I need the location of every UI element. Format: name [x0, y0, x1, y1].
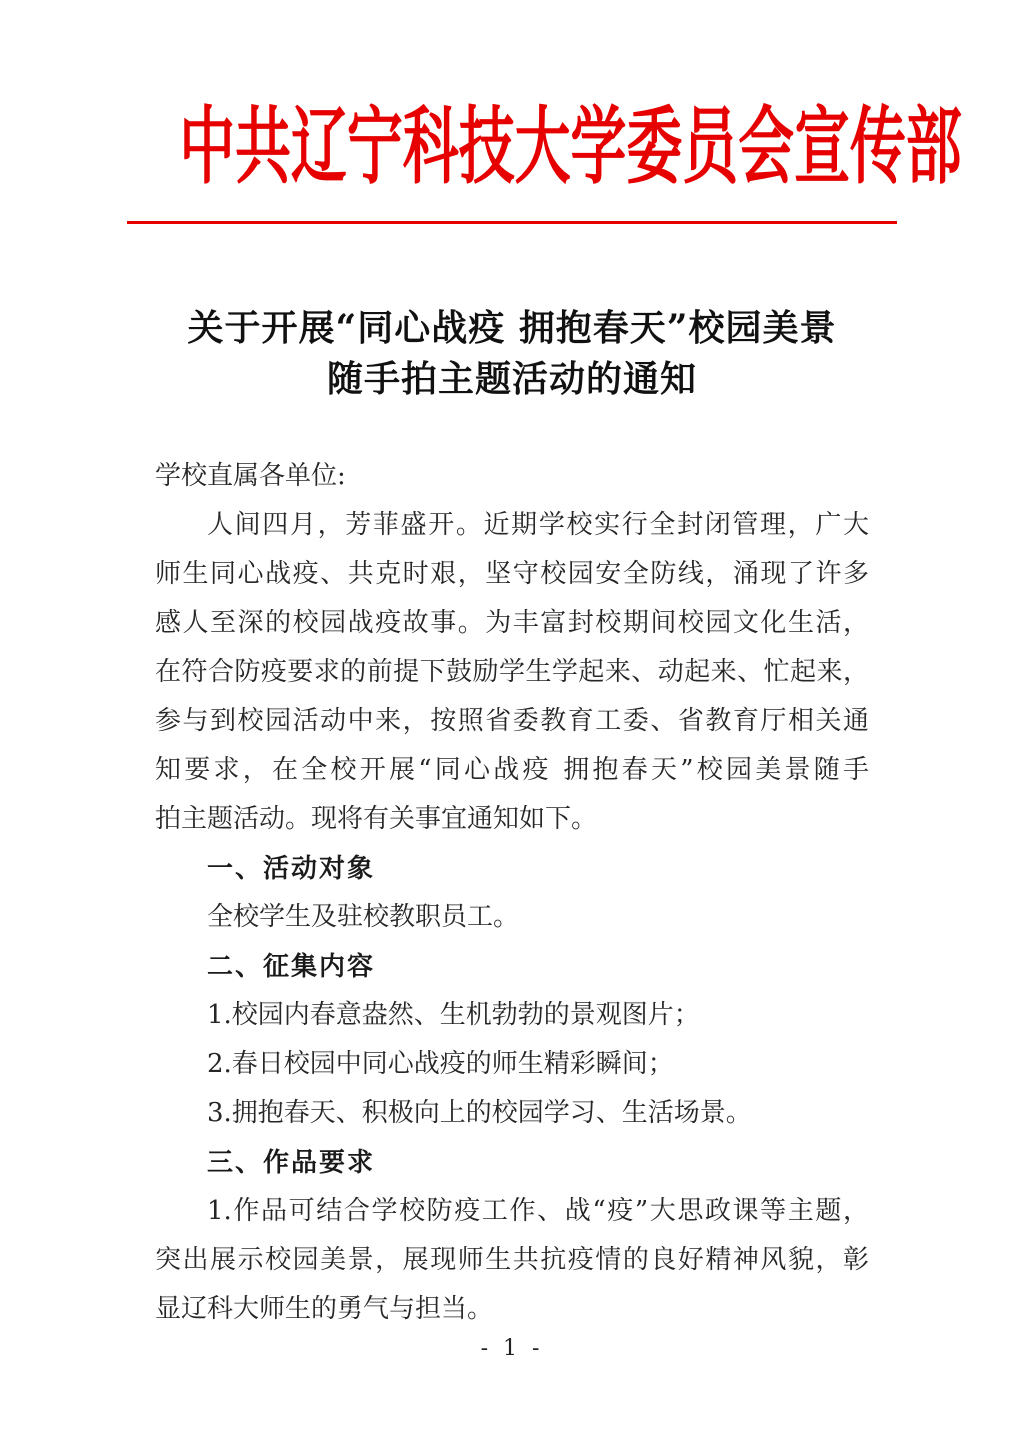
letterhead-org-name: 中共辽宁科技大学委员会宣传部 — [179, 97, 962, 197]
document-title-line-2: 随手拍主题活动的通知 — [326, 358, 697, 400]
letterhead-divider-rule — [127, 221, 897, 224]
body-line: 拍主题活动。现将有关事宜通知如下。 — [155, 804, 598, 834]
list-item-3: 3.拥抱春天、积极向上的校园学习、生活场景。 — [207, 1098, 752, 1128]
list-item-1: 1.校园内春意盎然、生机勃勃的景观图片； — [207, 1000, 700, 1030]
document-body — [155, 452, 869, 1334]
page-number: - 1 - — [480, 1336, 544, 1361]
body-line: 显辽科大师生的勇气与担当。 — [155, 1294, 494, 1324]
salutation: 学校直属各单位: — [155, 461, 346, 491]
body-line: 突出展示校园美景，展现师生共抗疫情的良好精神风貌，彰 — [155, 1245, 869, 1275]
section-heading-2: 二、征集内容 — [207, 951, 376, 981]
body-line: 师生同心战疫、共克时艰，坚守校园安全防线，涌现了许多 — [155, 559, 869, 589]
body-line: 参与到校园活动中来，按照省委教育工委、省教育厅相关通 — [155, 706, 869, 736]
body-line: 感人至深的校园战疫故事。为丰富封校期间校园文化生活， — [155, 608, 869, 638]
body-line: 人间四月，芳菲盛开。近期学校实行全封闭管理，广大 — [207, 510, 869, 540]
section-heading-1: 一、活动对象 — [207, 853, 376, 883]
list-item-2: 2.春日校园中同心战疫的师生精彩瞬间； — [207, 1049, 674, 1079]
body-line: 在符合防疫要求的前提下鼓励学生学起来、动起来、忙起来， — [155, 657, 869, 687]
body-line: 1.作品可结合学校防疫工作、战“疫”大思政课等主题， — [207, 1196, 869, 1226]
section-heading-3: 三、作品要求 — [207, 1147, 376, 1177]
document-title-line-1: 关于开展“同心战疫 拥抱春天”校园美景 — [187, 307, 837, 349]
document-title — [0, 303, 1024, 405]
body-line: 知要求，在全校开展“同心战疫 拥抱春天”校园美景随手 — [155, 755, 869, 785]
body-line: 全校学生及驻校教职员工。 — [207, 902, 520, 932]
